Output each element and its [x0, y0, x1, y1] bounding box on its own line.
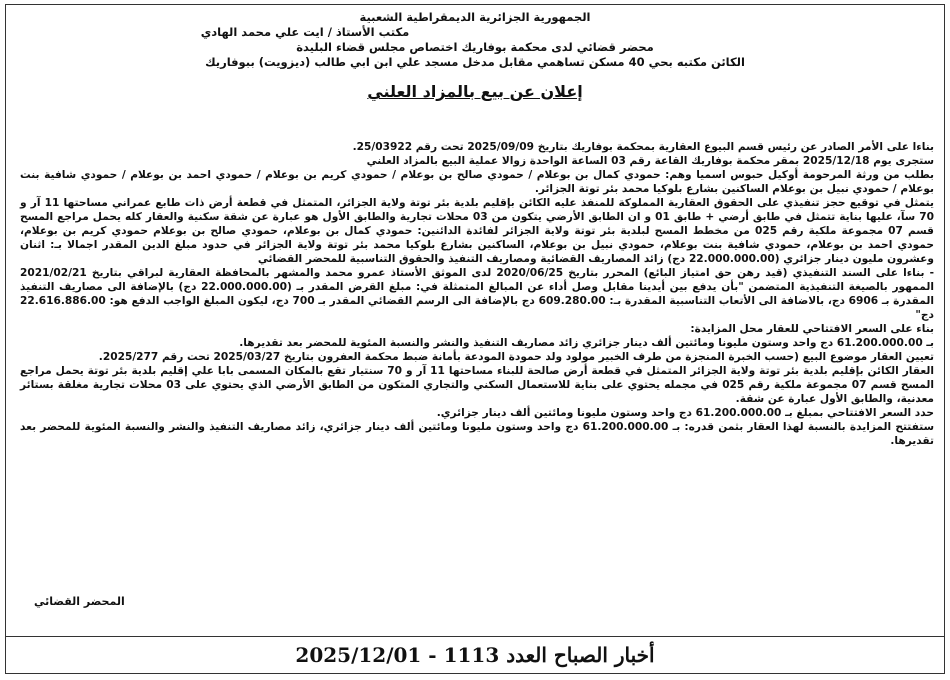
header-address: الكائن مكتبه بحي 40 مسكن تساهمي مقابل مدخل مسجد علي ابن ابي طالب (ديزويت) ببوفاريك: [205, 55, 745, 69]
paragraph-property-description: العقار الكائن بإقليم بلدية بئر توتة ولاية الجزائر المتمثل في قطعة أرض صالحة للبناء مساحتها 11 آر و 70 سنتيار تقع بالمكان المسمى بابا علي إقليم بلدية بئر توتة يحمل مراجع المسح قسم 07 مجموعة ملكية رقم 025 في مجمله يحتوي على بناية للاستعمال السكني والتجاري المتكون من الطابق الأرضي الذي يحتوي على 03 محلات تجارية مغلقة بستائر معدنية، والطابق الأول عبارة عن شقة.: [20, 365, 934, 405]
paragraph-expertise: تعيين العقار موضوع البيع (حسب الخبرة المنجزة من طرف الخبير مولود ولد حمودة المودعة بأمانة ضبط محكمة العفرون بتاريخ 2025/03/27 تحت رقم 2025/277.: [98, 351, 934, 363]
footer-text: أخبار الصباح العدد 1113 - 2025/12/01: [295, 643, 655, 667]
paragraph-price-set: حدد السعر الافتتاحي بمبلغ بـ 61.200.000.00 دج واحد وستون مليونا ومائتين ألف دينار جزائري.: [436, 407, 934, 419]
paragraph-seizure: يتمثل في توقيع حجز تنفيذي على الحقوق العقارية المملوكة للمنفذ عليه الكائن بإقليم بلدية بئر توتة ولاية الجزائر، المتمثل في قطعة أرض ذات طابع عمراني مساحتها 11 آر و 70 سآ، عليها بناية تتمثل في طابق أرضي + طابق 01 و ان الطابق الأرضي يتكون من 03 محلات تجارية والطابق الأول هو عبارة عن شقة سكنية والعقار كله يحمل مراجع المسح قسم 07 مجموعة ملكية رقم 025 من مخطط المسح لبلدية بئر توتة ولاية الجزائر لفائدة الدائنين: حمودي كمال بن بوعلام، حمودي صالح بن بوعلام حمودي كريم بن بوعلام، حمودي احمد بن بوعلام، حمودي شافية بنت بوعلام، حمودي نبيل بن بوعلام، الساكنين بشارع بلوكيا محمد بئر توتة ولاية الجزائر في حدود مبلغ الدين المقدر اجمالا بـ: اثنان وعشرون مليون دينار جزائري (22.000.000.00 دج) زائد المصاريف القضائية ومصاريف التنفيذ والحقوق التناسبية للمحضر القضائي: [20, 197, 934, 265]
paragraph-opening-price-intro: بناء على السعر الافتتاحي للعقار محل المزايدة:: [690, 323, 934, 335]
header-bailiff: محضر قضائي لدى محكمة بوفاريك اختصاص مجلس قضاء البليدة: [296, 40, 654, 54]
announcement-title-text: إعلان عن بيع بالمزاد العلني: [367, 82, 583, 101]
paragraph-bidding-start: ستفتتح المزايدة بالنسبة لهذا العقار بثمن قدره: بـ 61.200.000.00 دج واحد وستون مليونا ومائتين ألف دينار جزائري، زائد مصاريف التنفيذ والنشر والنسبة المئوية للمحضر بعد تقديرها.: [20, 421, 934, 447]
notice-header: [6, 10, 944, 70]
auction-notice: [5, 4, 945, 674]
paragraph-title-deed: - بناءا على السند التنفيذي (قيد رهن حق امتياز البائع) المحرر بتاريخ 2020/06/25 لدى الموثق الأستاذ عمرو محمد والمشهر بالمحافظة العقارية لبراقي بتاريخ 2021/02/21 الممهور بالصيغة التنفيذية المتضمن "بأن يدفع بين أيدينا مقابل وصل أداء عن المبالغ المتمثلة في: مبلغ القرض المقدر بـ (22.000.000.00 دج) بالإضافة الى مصاريف التنفيذ المقدرة بـ 6906 دج، بالاضافة الى الأتعاب التناسبية المقدرة بـ: 609.280.00 دج بالإضافة الى الرسم القضائي المقدر بـ 700 دج، ليكون المبلغ الواجب الدفع هو: 22.616.886.00 دج": [20, 267, 934, 321]
paragraph-sale-date: ستجرى يوم 2025/12/18 بمقر محكمة بوفاريك القاعة رقم 03 الساعة الواحدة زوالا عملية البيع بالمزاد العلني: [366, 155, 934, 167]
notice-body: [20, 140, 934, 448]
header-office: مكتب الأستاذ / ايت علي محمد الهادي: [200, 25, 410, 39]
paragraph-requesters: بطلب من ورثة المرحومة أوكيل حبوس اسميا وهم: حمودي كمال بن بوعلام / حمودي صالح بن بوعلام / حمودي كريم بن بوعلام / حمودي احمد بن بوعلام / حمودي شافية بنت بوعلام / حمودي نبيل بن بوعلام الساكنين بشارع بلوكيا محمد بئر توتة الجزائر.: [20, 169, 934, 195]
paragraph-opening-price: بـ 61.200.000.00 دج واحد وستون مليونا ومائتين ألف دينار جزائري زائد مصاريف التنفيذ والنشر والنسبة المئوية للمحضر بعد تقديرها.: [239, 337, 934, 349]
paragraph-order: بناءا على الأمر الصادر عن رئيس قسم البيوع العقارية بمحكمة بوفاريك بتاريخ 2025/09/09 تحت رقم 25/03922.: [352, 141, 934, 153]
newspaper-footer: [6, 636, 944, 673]
header-republic: الجمهورية الجزائرية الديمقراطية الشعبية: [359, 10, 591, 24]
announcement-title: [6, 82, 944, 101]
bailiff-signature: المحضر القضائي: [34, 595, 125, 608]
